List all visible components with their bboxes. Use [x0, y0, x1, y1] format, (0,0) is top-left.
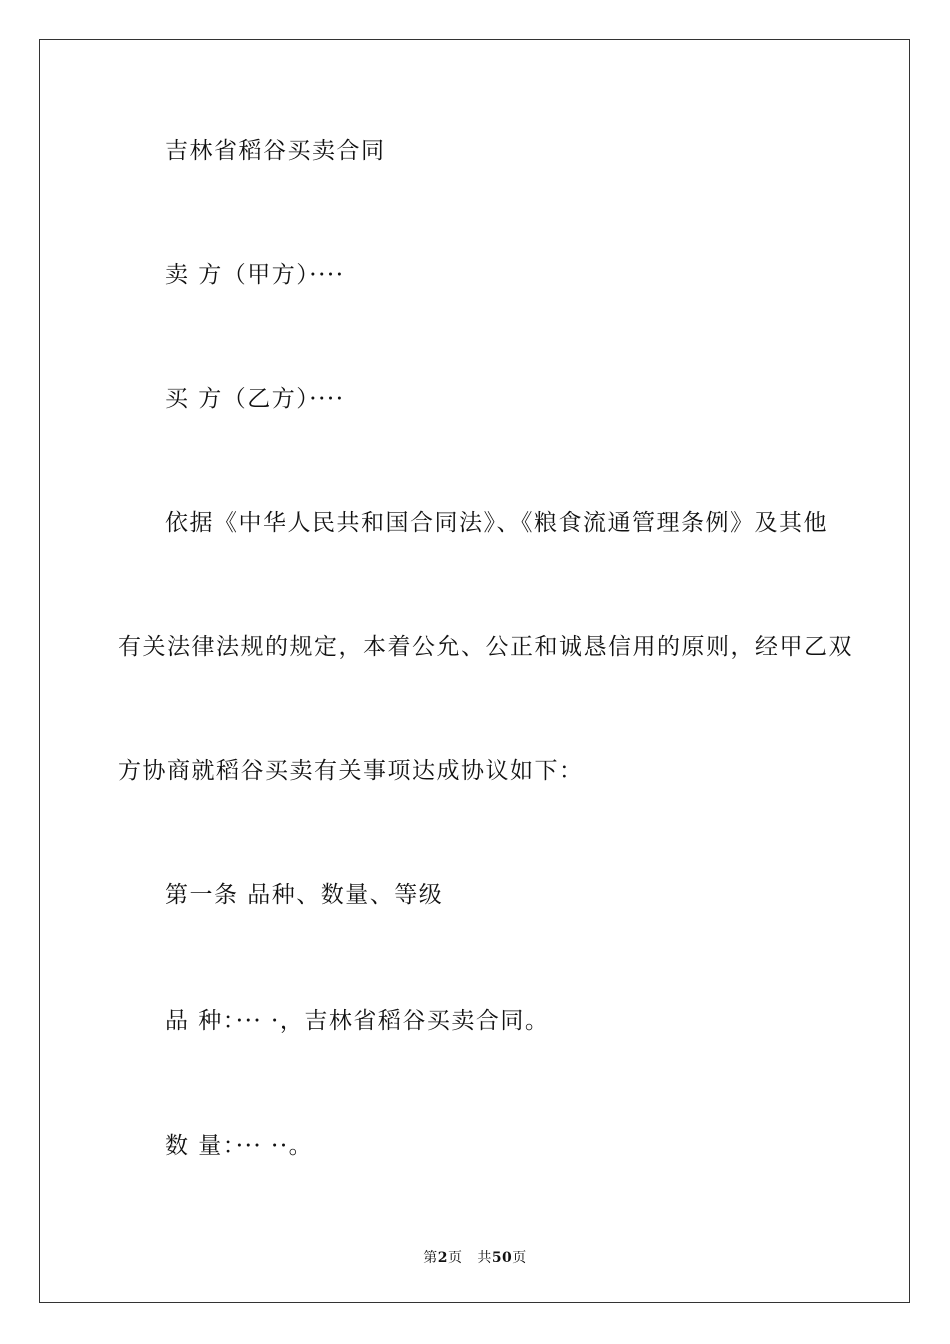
variety-line: 品 种：··· ·，吉林省稻谷买卖合同。: [165, 1008, 550, 1034]
total-suffix: 页: [512, 1250, 527, 1266]
document-title: 吉林省稻谷买卖合同: [165, 138, 386, 164]
page-footer: [0, 1247, 950, 1267]
seller-line: 卖 方（甲方）····: [165, 262, 345, 288]
page-suffix: 页: [447, 1250, 463, 1266]
page-number: 2: [437, 1250, 448, 1266]
buyer-line: 买 方（乙方）····: [165, 386, 345, 412]
quantity-line: 数 量：··· ··。: [165, 1133, 314, 1159]
page-frame: [39, 39, 910, 1303]
article-1-heading: 第一条 品种、数量、等级: [165, 882, 444, 908]
total-prefix: 共: [477, 1250, 492, 1266]
page-prefix: 第: [423, 1250, 438, 1266]
paragraph-line-2: 有关法律法规的规定，本着公允、公正和诚恳信用的原则，经甲乙双: [118, 634, 853, 660]
paragraph-line-1: 依据《中华人民共和国合同法》、《粮食流通管理条例》及其他: [165, 510, 828, 536]
paragraph-line-3: 方协商就稻谷买卖有关事项达成协议如下：: [118, 758, 584, 784]
total-pages: 50: [491, 1250, 513, 1266]
